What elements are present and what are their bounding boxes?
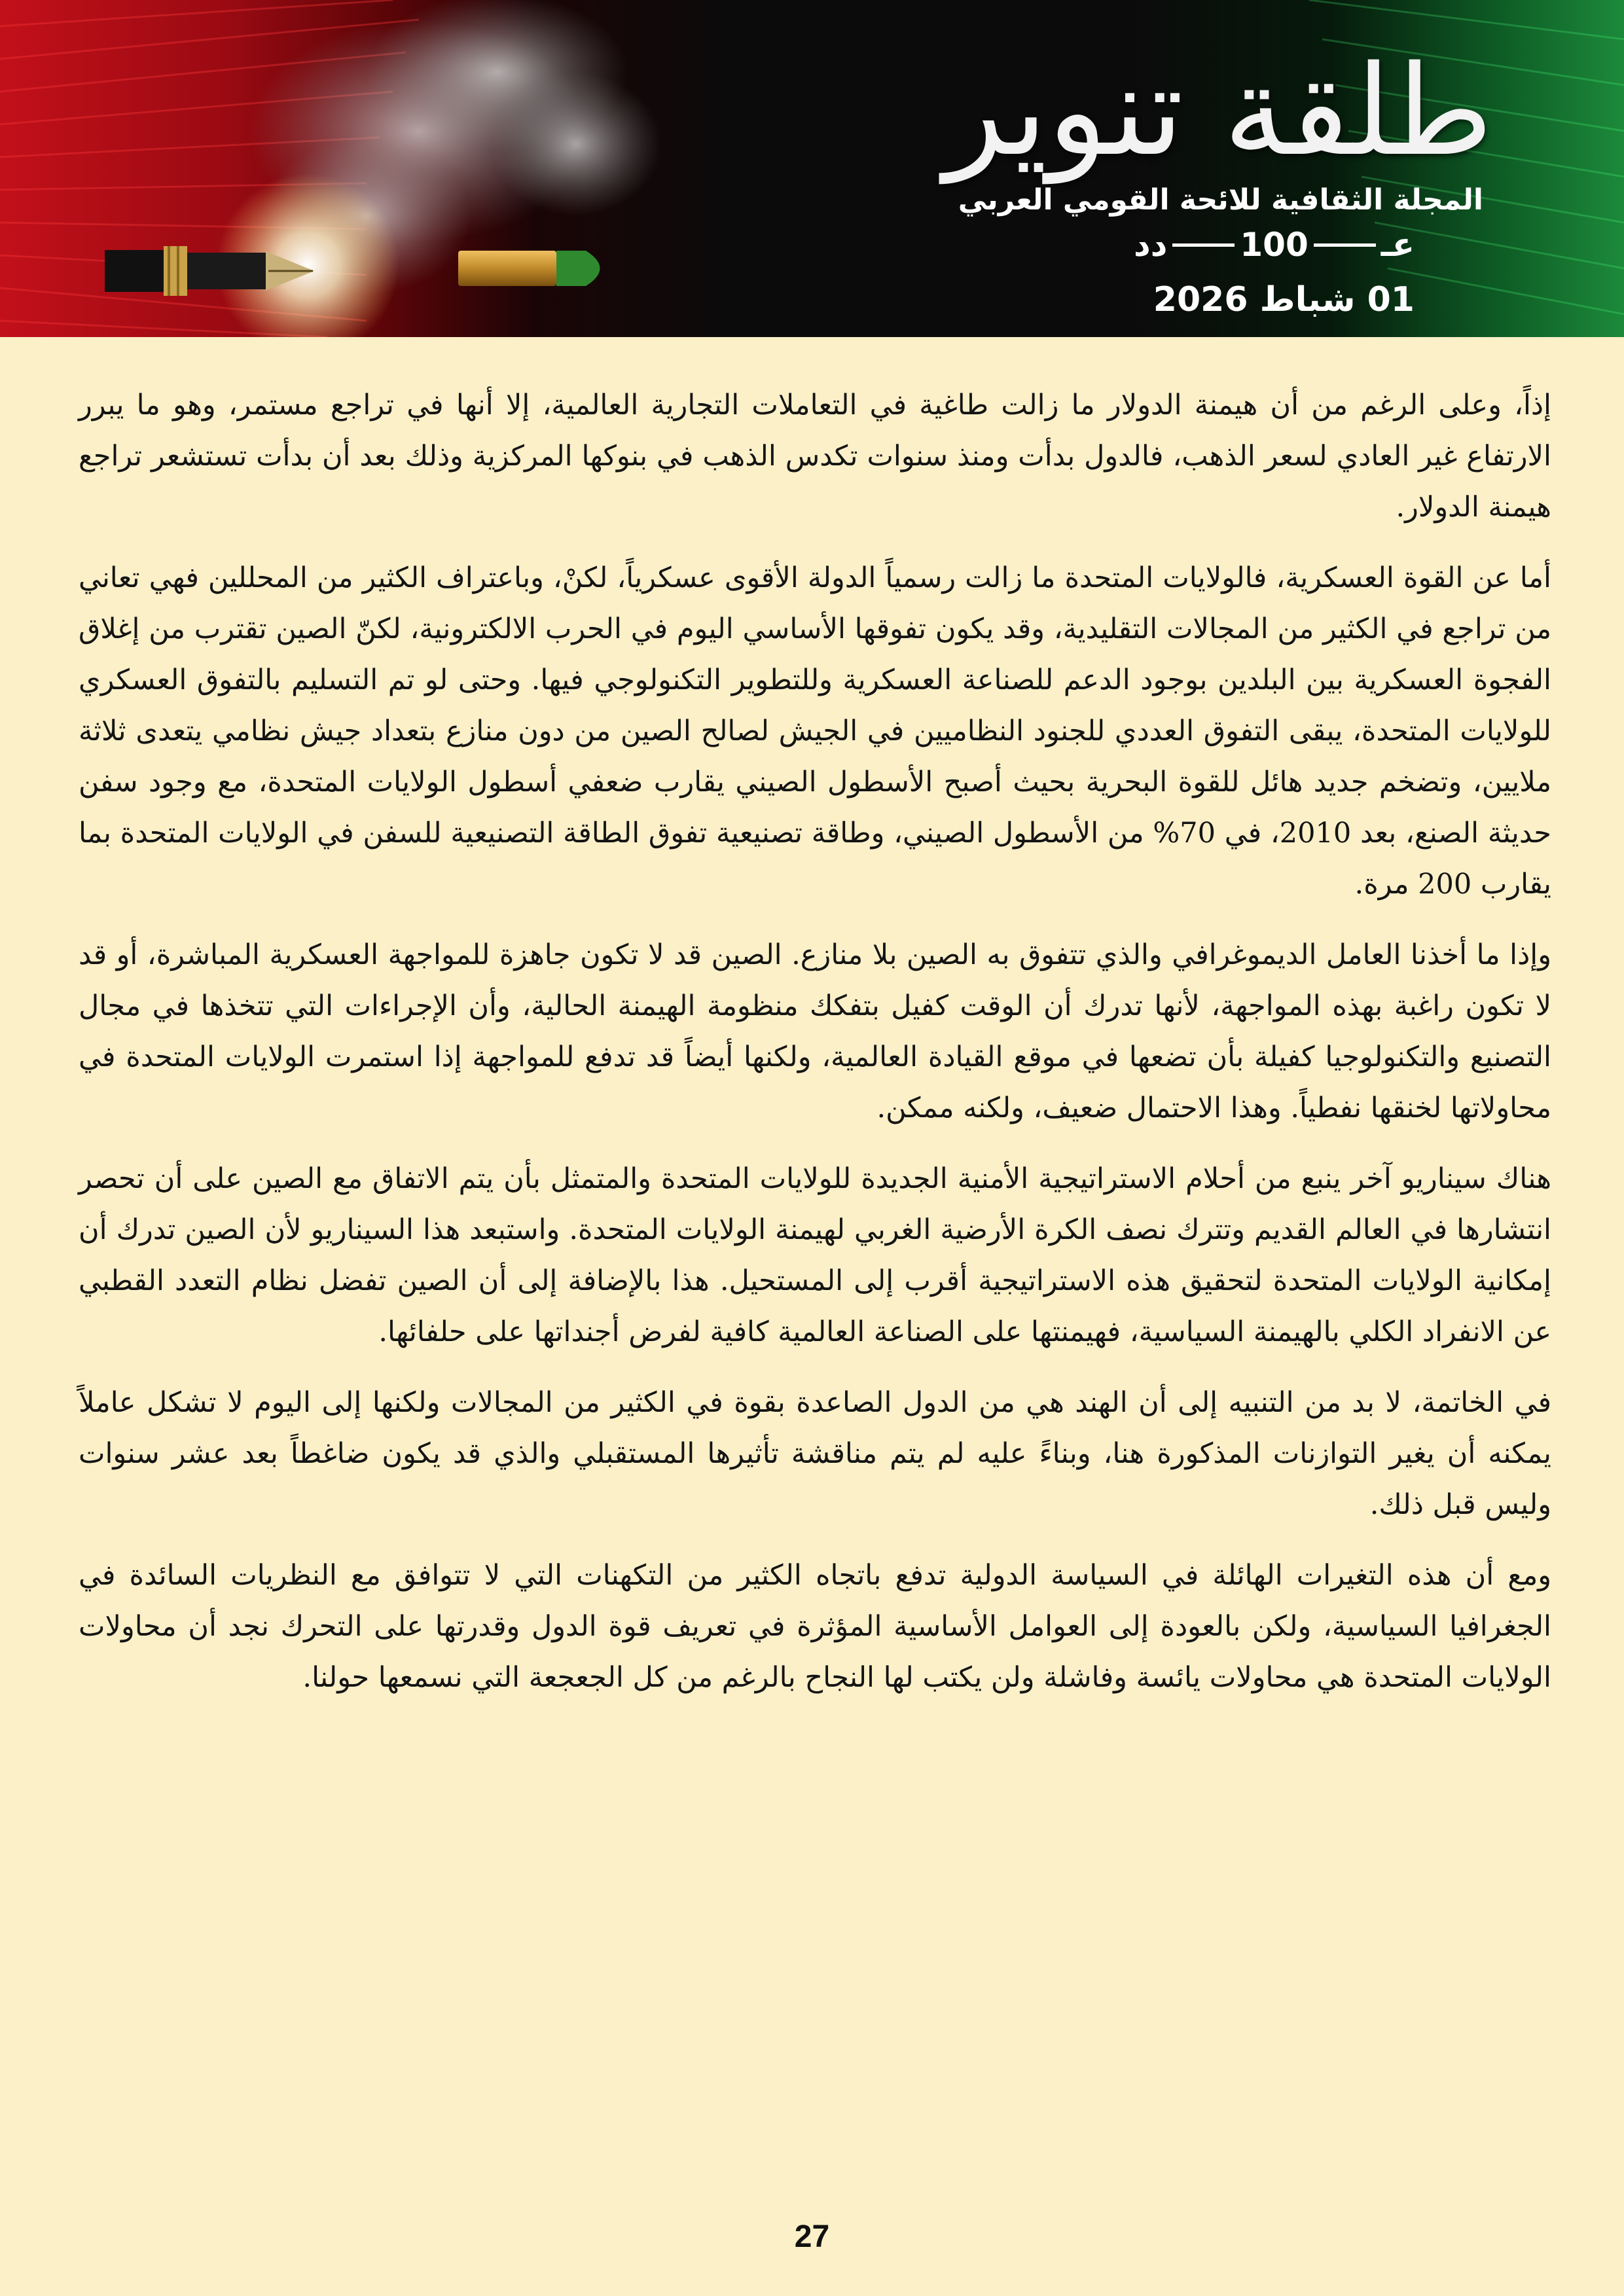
issue-number-line [1134,226,1415,264]
issue-number: 100 [1240,226,1308,264]
page-number: 27 [794,2219,830,2254]
article-paragraph: ومع أن هذه التغيرات الهائلة في السياسة الدولية تدفع باتجاه الكثير من التكهنات التي لا تتوافق مع النظريات السائدة في الجغرافيا السياسية، ولكن بالعودة إلى العوامل الأساسية المؤثرة في تعريف قوة الدول وقدرتها على التحرك نجد أن محاولات الولايات المتحدة هي محاولات يائسة وفاشلة ولن يكتب لها النجاح بالرغم من كل الجعجعة التي نسمعها حولنا. [79,1559,1551,1694]
article-paragraph: وإذا ما أخذنا العامل الديموغرافي والذي تتفوق به الصين بلا منازع. الصين قد لا تكون جاهزة للمواجهة العسكرية المباشرة، أو قد لا تكون راغبة بهذه المواجهة، لأنها تدرك أن الوقت كفيل بتفكك منظومة الهيمنة الحالية، وأن الإجراءات التي تتخذها في مجال التصنيع والتكنولوجيا كفيلة بأن تضعها في موقع القيادة العالمية، ولكنها أيضاً قد تدفع للمواجهة إذا استمرت الولايات المتحدة في محاولاتها لخنقها نفطياً. وهذا الاحتمال ضعيف، ولكنه ممكن. [79,939,1551,1124]
issue-dash [1172,243,1235,247]
article-paragraph: إذاً، وعلى الرغم من أن هيمنة الدولار ما زالت طاغية في التعاملات التجارية العالمية، إلا أنها في تراجع مستمر، وهو ما يبرر الارتفاع غير العادي لسعر الذهب، فالدول بدأت ومنذ سنوات تكدس الذهب في بنوكها المركزية وذلك بعد أن بدأت تستشعر تراجع هيمنة الدولار. [79,389,1551,524]
article-body [79,380,1551,1723]
article-paragraph: أما عن القوة العسكرية، فالولايات المتحدة ما زالت رسمياً الدولة الأقوى عسكرياً، لكنْ، وباعتراف الكثير من المحللين فهي تعاني من تراجع في الكثير من المجالات التقليدية، وقد يكون تفوقها الأساسي اليوم في الحرب الالكترونية، لكنّ الصين تقترب من إغلاق الفجوة العسكرية بين البلدين بوجود الدعم للصناعة العسكرية وللتطوير التكنولوجي فيها. وحتى لو تم التسليم بالتفوق العسكري للولايات المتحدة، يبقى التفوق العددي للجنود النظاميين في الجيش لصالح الصين من دون منازع بتعداد جيش نظامي يتعدى ثلاثة ملايين، وتضخم جديد هائل للقوة البحرية بحيث أصبح الأسطول الصيني يقارب ضعفي أسطول الولايات المتحدة، مع وجود سفن حديثة الصنع، بعد 2010، في 70% من الأسطول الصيني، وطاقة تصنيعية تفوق الطاقة التصنيعية للسفن في الولايات المتحدة بما يقارب 200 مرة. [79,562,1551,901]
issue-suffix: دد [1134,226,1168,264]
masthead-title: طلقة تنوير [944,39,1493,183]
bullet-icon [458,245,615,291]
article-paragraph: هناك سيناريو آخر ينبع من أحلام الاستراتيجية الأمنية الجديدة للولايات المتحدة والمتمثل بأن يتم الاتفاق مع الصين على أن تحصر انتشارها في العالم القديم وتترك نصف الكرة الأرضية الغربي لهيمنة الولايات المتحدة. واستبعد هذا السيناريو لأن الصين تدرك أن إمكانية الولايات المتحدة لتحقيق هذه الاستراتيجية أقرب إلى المستحيل. هذا بالإضافة إلى أن الصين تفضل نظام التعدد القطبي عن الانفراد الكلي بالهيمنة السياسية، فهيمنتها على الصناعة العالمية كافية لفرض أجنداتها على حلفائها. [79,1162,1551,1348]
issue-dash [1314,243,1376,247]
fountain-pen-icon [105,236,327,308]
masthead-banner [0,0,1624,337]
issue-prefix: عـ [1380,226,1415,264]
article-paragraph: في الخاتمة، لا بد من التنبيه إلى أن الهند هي من الدول الصاعدة بقوة في الكثير من المجالات ولكنها إلى اليوم لا تشكل عاملاً يمكنه أن يغير التوازنات المذكورة هنا، وبناءً عليه لم يتم مناقشة تأثيرها المستقبلي والذي قد يكون ضاغطاً بعد عشر سنوات وليس قبل ذلك. [79,1386,1552,1521]
masthead-subtitle: المجلة الثقافية للائحة القومي العربي [958,183,1483,217]
issue-date: 01 شباط 2026 [1153,280,1415,319]
